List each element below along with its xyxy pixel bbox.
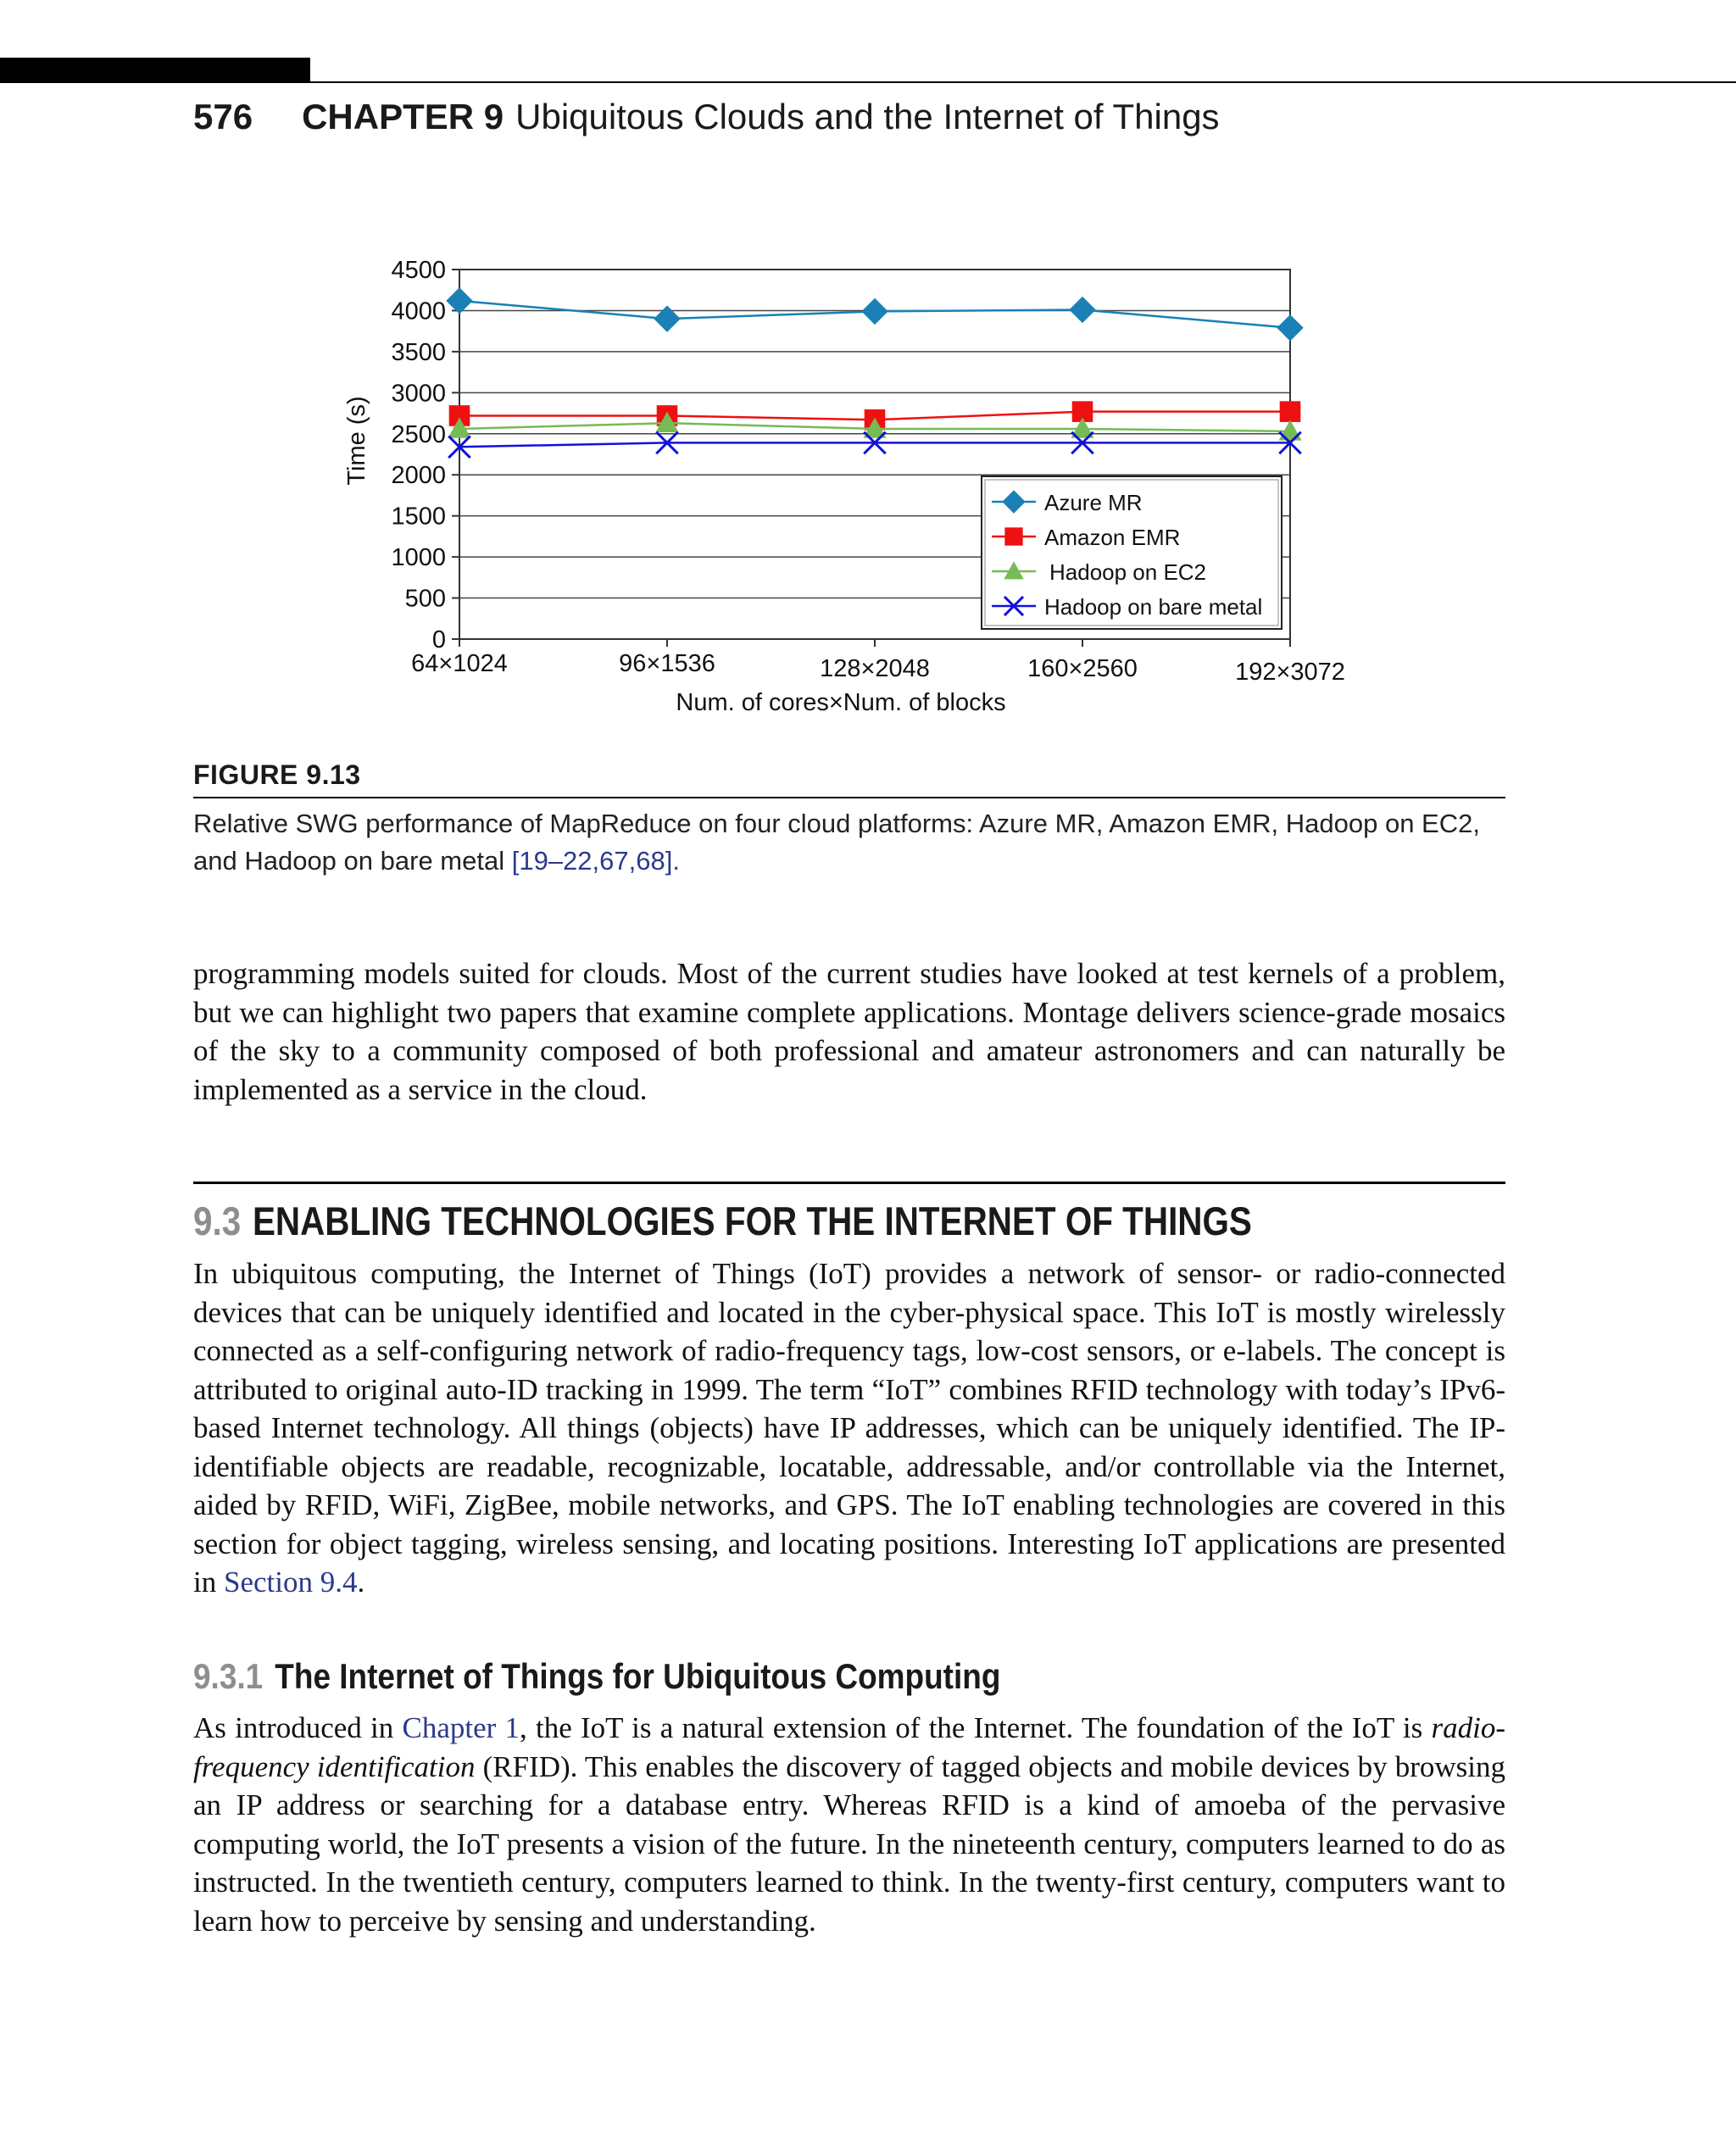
section-paragraph-text: In ubiquitous computing, the Internet of Things (IoT) provides a network of sensor- or radio-connected devices that can be uniquely identified and located in the cyber-physical space. This IoT is mostly wirelessly connected as a self-configuring network of radio-frequency tags, low-cost sensors, or e-labels. The concept is attributed to original auto-ID tracking in 1999. The term “IoT” combines RFID technology with today’s IPv6-based Internet technology. All things (objects) have IP addresses, which can be uniquely identified. The IP-identifiable objects are readable, recognizable, locatable, addressable, and/or controllable via the Internet, aided by RFID, WiFi, ZigBee, mobile networks, and GPS. The IoT enabling technologies are covered in this section for object tagging, wireless sensing, and locating positions. Interesting IoT applications are presented in xyxy=(193,1257,1505,1599)
y-tick-label: 0 xyxy=(431,626,446,653)
subsection-number: 9.3.1 xyxy=(193,1656,264,1696)
chart-series xyxy=(447,288,1303,458)
subsection-p-mid: , the IoT is a natural extension of the Internet. The foundation of the IoT is xyxy=(520,1711,1432,1744)
y-tick-label: 1500 xyxy=(391,503,446,531)
legend-label: Hadoop on EC2 xyxy=(1049,559,1207,585)
header-rule xyxy=(310,81,1736,83)
data-point-diamond xyxy=(1070,297,1095,322)
y-ticks xyxy=(391,257,459,653)
x-tick-label: 96×1536 xyxy=(619,650,715,677)
chapter-title: Ubiquitous Clouds and the Internet of Things xyxy=(515,97,1220,136)
section-paragraph xyxy=(193,1254,1505,1602)
figure-caption xyxy=(193,805,1505,880)
chapter-1-link[interactable]: Chapter 1 xyxy=(402,1711,520,1744)
subsection-heading xyxy=(193,1653,1000,1700)
legend-label: Azure MR xyxy=(1044,490,1143,515)
section-heading xyxy=(193,1195,1252,1248)
x-ticks xyxy=(411,639,1345,686)
legend-label: Hadoop on bare metal xyxy=(1044,594,1263,620)
page-number: 576 xyxy=(193,97,253,136)
y-tick-label: 4500 xyxy=(391,257,446,284)
y-axis-label: Time (s) xyxy=(343,396,370,486)
y-tick-label: 2000 xyxy=(391,462,446,490)
x-axis-label: Num. of cores×Num. of blocks xyxy=(676,689,1006,716)
y-tick-label: 1000 xyxy=(391,544,446,572)
x-tick-label: 64×1024 xyxy=(411,650,508,677)
x-tick-label: 192×3072 xyxy=(1235,659,1345,686)
intro-paragraph: programming models suited for clouds. Most of the current studies have looked at test kernels of a problem, but we can highlight two papers that examine complete applications. Montage delivers science-grade mosaics of the sky to a community composed of both professional and amateur astronomers and can naturally be implemented as a service in the cloud. xyxy=(193,957,1505,1106)
caption-text: Relative SWG performance of MapReduce on four cloud platforms: Azure MR, Amazon EMR, Hadoop on EC2, and Hadoop on bare metal xyxy=(193,809,1480,876)
series-azure-mr xyxy=(447,288,1303,341)
data-point-diamond xyxy=(654,306,680,331)
figure-chart xyxy=(322,246,1390,737)
data-point-square xyxy=(1004,527,1022,545)
figure-label: FIGURE 9.13 xyxy=(193,759,361,790)
section-paragraph-end: . xyxy=(357,1565,365,1599)
subsection-title: The Internet of Things for Ubiquitous Computing xyxy=(275,1656,1001,1696)
rfid-term: radio-frequency identification xyxy=(193,1711,1505,1783)
subsection-p-start: As introduced in xyxy=(193,1711,403,1744)
section-number: 9.3 xyxy=(193,1198,242,1243)
chapter-label: CHAPTER 9 xyxy=(302,97,504,136)
legend-item xyxy=(992,490,1143,515)
section-9-4-link[interactable]: Section 9.4 xyxy=(223,1565,358,1599)
x-tick-label: 160×2560 xyxy=(1027,655,1138,682)
chart-legend xyxy=(982,476,1282,629)
caption-reference-link[interactable]: [19–22,67,68] xyxy=(511,846,673,876)
y-tick-label: 500 xyxy=(404,585,446,613)
running-head xyxy=(193,95,1220,139)
y-tick-label: 3000 xyxy=(391,380,446,408)
x-tick-label: 128×2048 xyxy=(820,655,930,682)
figure-rule xyxy=(193,797,1505,798)
subsection-p-end: (RFID). This enables the discovery of tagged objects and mobile devices by browsing an IP address or searching for a database entry. Whereas RFID is a kind of amoeba of the pervasive computing world, the IoT presents a vision of the future. In the nineteenth century, computers learned to do as instructed. In the twentieth century, computers learned to think. In the twenty-first century, computers want to learn how to perceive by sensing and understanding. xyxy=(193,1749,1505,1938)
y-tick-label: 4000 xyxy=(391,298,446,325)
section-rule xyxy=(193,1182,1505,1184)
subsection-paragraph xyxy=(193,1709,1505,1940)
section-title: ENABLING TECHNOLOGIES FOR THE INTERNET OF THINGS xyxy=(252,1198,1252,1243)
data-point-diamond xyxy=(1277,315,1303,341)
legend-label: Amazon EMR xyxy=(1044,525,1181,550)
y-tick-label: 3500 xyxy=(391,338,446,366)
y-tick-label: 2500 xyxy=(391,420,446,448)
data-point-diamond xyxy=(447,288,472,314)
caption-end: . xyxy=(672,846,680,876)
header-black-bar xyxy=(0,58,310,83)
data-point-square xyxy=(1280,401,1301,422)
data-point-diamond xyxy=(862,298,887,324)
